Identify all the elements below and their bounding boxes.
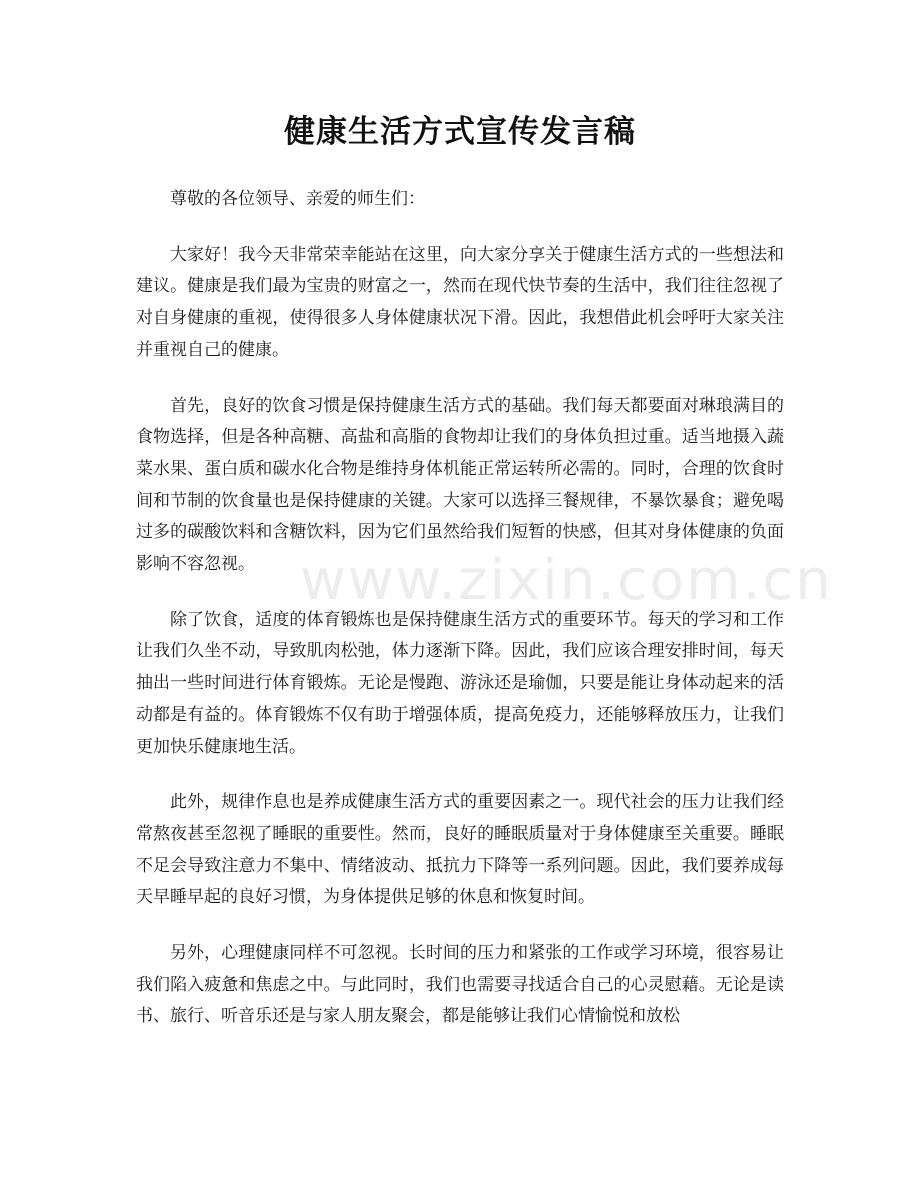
paragraph-1: 大家好！我今天非常荣幸能站在这里，向大家分享关于健康生活方式的一些想法和建议。健康是我们最为宝贵的财富之一，然而在现代快节奏的生活中，我们往往忽视了对自身健康的重视，使得很多人身体健康状况下滑。因此，我想借此机会呼吁大家关注并重视自己的健康。 (136, 244, 784, 360)
paragraph-3: 除了饮食，适度的体育锻炼也是保持健康生活方式的重要环节。每天的学习和工作让我们久坐不动，导致肌肉松弛，体力逐渐下降。因此，我们应该合理安排时间，每天抽出一些时间进行体育锻炼。无论是慢跑、游泳还是瑜伽，只要是能让身体动起来的活动都是有益的。体育锻炼不仅有助于增强体质，提高免疫力，还能够释放压力，让我们更加快乐健康地生活。 (136, 609, 784, 757)
watermark-text: www.zixin.com.cn (300, 548, 833, 613)
paragraph-5: 另外，心理健康同样不可忽视。长时间的压力和紧张的工作或学习环境，很容易让我们陷入疲惫和焦虑之中。与此同时，我们也需要寻找适合自己的心灵慰藉。无论是读书、旅行、听音乐还是与家人朋友聚会，都是能够让我们心情愉悦和放松 (136, 943, 784, 1027)
salutation: 尊敬的各位领导、亲爱的师生们： (170, 189, 425, 209)
paragraph-2: 首先，良好的饮食习惯是保持健康生活方式的基础。我们每天都要面对琳琅满目的食物选择，但是各种高糖、高盐和高脂的食物却让我们的身体负担过重。适当地摄入蔬菜水果、蛋白质和碳水化合物是维持身体机能正常运转所必需的。同时，合理的饮食时间和节制的饮食量也是保持健康的关键。大家可以选择三餐规律，不暴饮暴食；避免喝过多的碳酸饮料和含糖饮料，因为它们虽然给我们短暂的快感，但其对身体健康的负面影响不容忽视。 (136, 395, 784, 575)
document-body (136, 184, 784, 1057)
document-title: 健康生活方式宣传发言稿 (284, 114, 636, 150)
paragraph-4: 此外，规律作息也是养成健康生活方式的重要因素之一。现代社会的压力让我们经常熬夜甚至忽视了睡眠的重要性。然而，良好的睡眠质量对于身体健康至关重要。睡眠不足会导致注意力不集中、情绪波动、抵抗力下降等一系列问题。因此，我们要养成每天早睡早起的良好习惯，为身体提供足够的休息和恢复时间。 (136, 792, 784, 908)
